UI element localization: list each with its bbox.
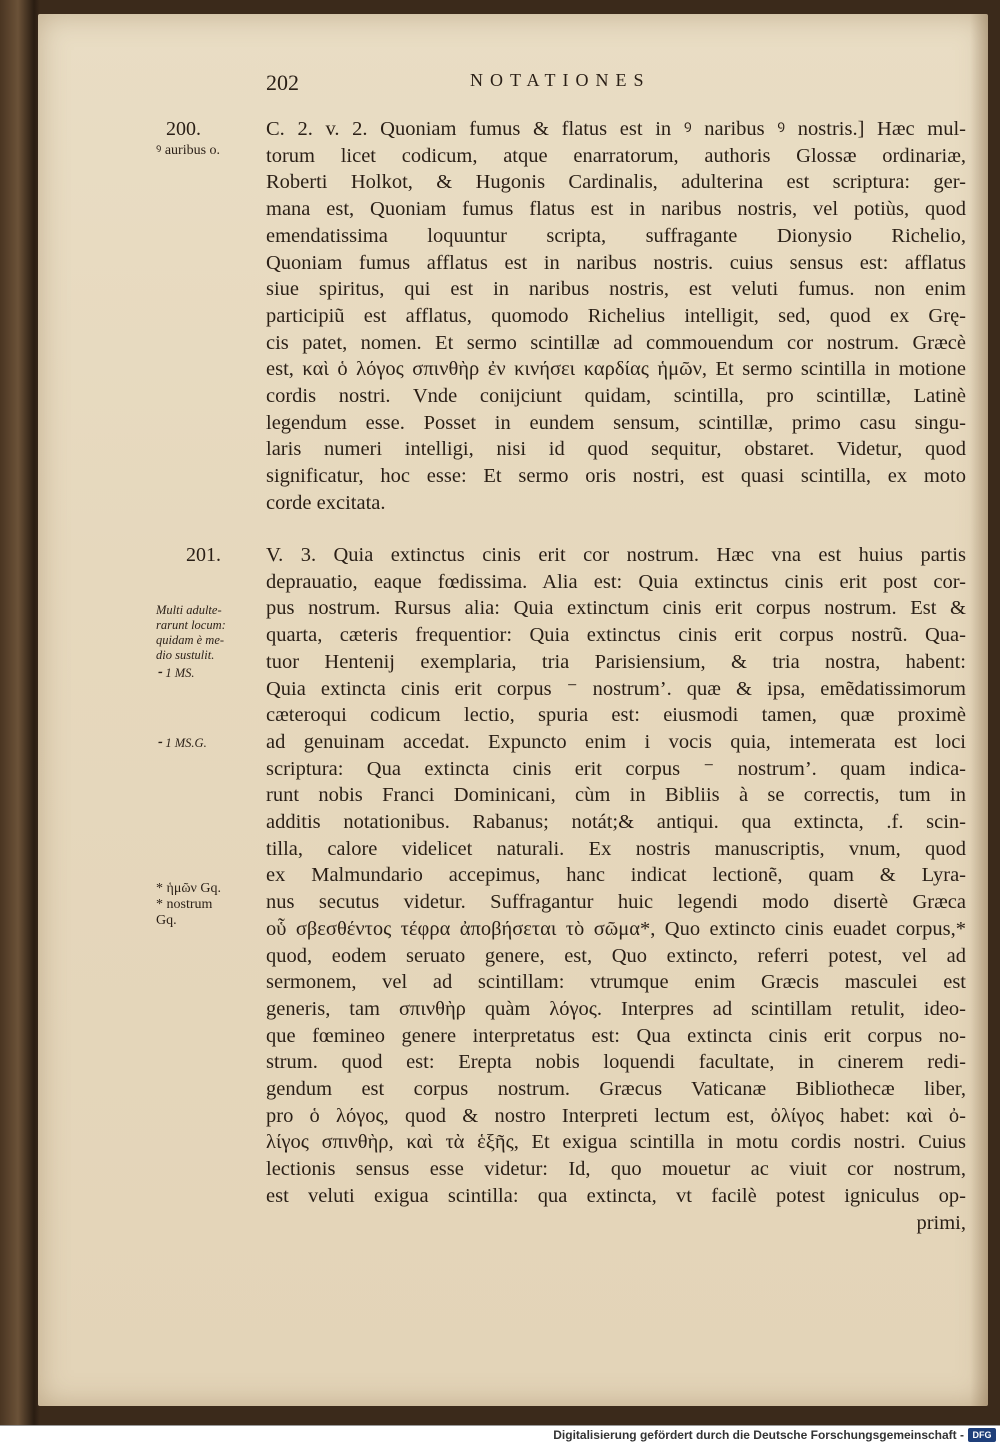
text-line: pus nostrum. Rursus alia: Quia extinctum cinis erit corpus nostrum. Est & [266,597,966,620]
text-line: lectionis sensus esse videtur: Id, quo mouetur ac viuit cor nostrum, [266,1158,966,1181]
text-line: gendum est corpus nostrum. Græcus Vaticanæ Bibliothecæ liber, [266,1078,966,1101]
text-line: cis patet, nomen. Et sermo scintillæ ad commouendum cor nostrum. Græcè [266,331,966,354]
text-line: quod, eodem seruato genere, est, Quo extincto, referri potest, vel ad [266,944,966,967]
margin-note-group [156,881,266,929]
text-line: ex Malmundario accepimus, hanc indicat lectionẽ, quam & Lyra- [266,864,966,887]
text-line: C. 2. v. 2. Quoniam fumus & flatus est in ꝰ naribus ꝰ nostris.] Hæc mul- [266,118,966,140]
note-number: 201. [186,544,221,566]
text-line: V. 3. Quia extinctus cinis erit cor nostrum. Hæc vna est huius partis [266,544,966,566]
text-line: additis notationibus. Rabanus; notát;& antiqui. qua extincta, .f. scin- [266,811,966,834]
text-line: λίγος σπινθὴρ, καὶ τὰ ἑξῆς, Et exigua scintilla in motu cordis nostri. Cuius [266,1131,966,1154]
text-line: tuor Hentenij exemplaria, tria Parisiensium, & tria nostra, habent: [266,650,966,673]
text-line: ad genuinam accedat. Expuncto enim i vocis quia, intemerata est loci [266,730,966,753]
margin-note: dio sustulit. [156,648,215,662]
margin-notes-200 [156,118,266,159]
text-line: corde excitata. [266,491,386,514]
text-line: siue spiritus, qui est in naribus nostris, est veluti fumus. non enim [266,278,966,301]
notation-201-body [266,542,966,1236]
text-line: emendatissima loquuntur scripta, suffragante Dionysio Richelio, [266,224,966,247]
note-number: 200. [166,118,201,140]
text-line: mana est, Quoniam fumus flatus est in naribus nostris, vel potiùs, quod [266,198,966,221]
text-line: generis, tam σπινθὴρ quàm λόγος. Interpres ad scintillam retulit, ideo- [266,997,966,1020]
text-line: Roberti Holkot, & Hugonis Cardinalis, adulterina est scriptura: ger- [266,171,966,194]
text-line: scriptura: Qua extincta cinis erit corpus ⁻ nostrum’. quam indica- [266,757,966,780]
margin-note: rarunt locum: [156,618,226,632]
text-line: est, καὶ ὁ λόγος σπινθὴρ ἐν κινήσει καρδίας ἡμῶν, Et sermo scintilla in motione [266,358,966,381]
text-line: torum licet codicum, atque enarratorum, authoris Glossæ ordinariæ, [266,144,966,167]
text-line: strum. quod est: Erepta nobis loquendi facultate, in cinerem redi- [266,1051,966,1074]
margin-note: ⁃ 1 MS. [156,666,195,680]
catchword: primi, [916,1211,966,1234]
notation-200-body [266,116,966,517]
text-line: quarta, cæteris frequentior: Quia extinctus cinis erit corpus nostrũ. Qua- [266,624,966,647]
margin-note: Multi adulte- [156,603,222,617]
dfg-logo: DFG [968,1428,996,1442]
text-line: que fœmineo genere interpretatus est: Qua extincta cinis erit corpus no- [266,1024,966,1047]
text-line: Quia extincta cinis erit corpus ⁻ nostrum’. quæ & ipsa, emẽdatissimorum [266,677,966,700]
margin-note: ⁃ 1 MS.G. [156,736,207,750]
text-line: participiũ est afflatus, quomodo Richelius intelligit, sed, quod ex Grę- [266,304,966,327]
margin-note: * ἡμῶν Gq. [156,881,221,896]
text-line: sermonem, vel ad scintillam: vtrumque enim Græcis masculei est [266,971,966,994]
text-line: est veluti exigua scintilla: qua extincta, vt facilè potest igniculus op- [266,1184,966,1207]
digitization-footer [0,1425,1000,1446]
margin-note: * nostrum [156,897,213,912]
text-line: deprauatio, eaque fœdissima. Alia est: Quia extinctus cinis erit post cor- [266,570,966,593]
margin-note: Gq. [156,913,177,928]
margin-note-group [156,603,266,681]
running-head [38,70,988,100]
page-number: 202 [266,70,299,95]
text-line: cordis nostri. Vnde conijciunt quidam, scintilla, pro scintillæ, Latinè [266,385,966,408]
margin-note: quidam è me- [156,633,225,647]
text-line: tilla, calore videlicet naturali. Ex nostris manuscriptis, vnum, quod [266,837,966,860]
book-page [38,14,988,1406]
text-line: legendum esse. Posset in eundem sensum, scintillæ, primo casu singu- [266,411,966,434]
text-line: cæteroqui codicum lectio, spuria est: eiusmodi tamen, quæ proximè [266,704,966,727]
text-line: runt nobis Franci Dominicani, cùm in Bibliis à se correctis, tum in [266,784,966,807]
text-line: pro ὁ λόγος, quod & nostro Interpreti lectum est, ὀλίγος habet: καὶ ὀ- [266,1104,966,1127]
margin-notes-201 [156,544,266,929]
text-line: significatur, hoc esse: Et sermo oris nostri, est quasi scintilla, ex moto [266,465,966,488]
text-line: nus secutus videtur. Suffragantur huic legendi modo disertè Græca [266,891,966,914]
funding-credit: Digitalisierung gefördert durch die Deutsche Forschungsgemeinschaft - [553,1428,964,1442]
margin-note: ꝰ auribus o. [156,143,221,158]
text-line: Quoniam fumus afflatus est in naribus nostris. cuius sensus est: afflatus [266,251,966,274]
running-title: NOTATIONES [470,70,651,90]
text-line: laris numeri intelligi, nisi id quod sequitur, obstaret. Videtur, quod [266,438,966,461]
text-line: οὗ σβεσθέντος τέφρα ἀποβήσεται τὸ σῶμα*, Quo extincto cinis euadet corpus,* [266,917,966,940]
